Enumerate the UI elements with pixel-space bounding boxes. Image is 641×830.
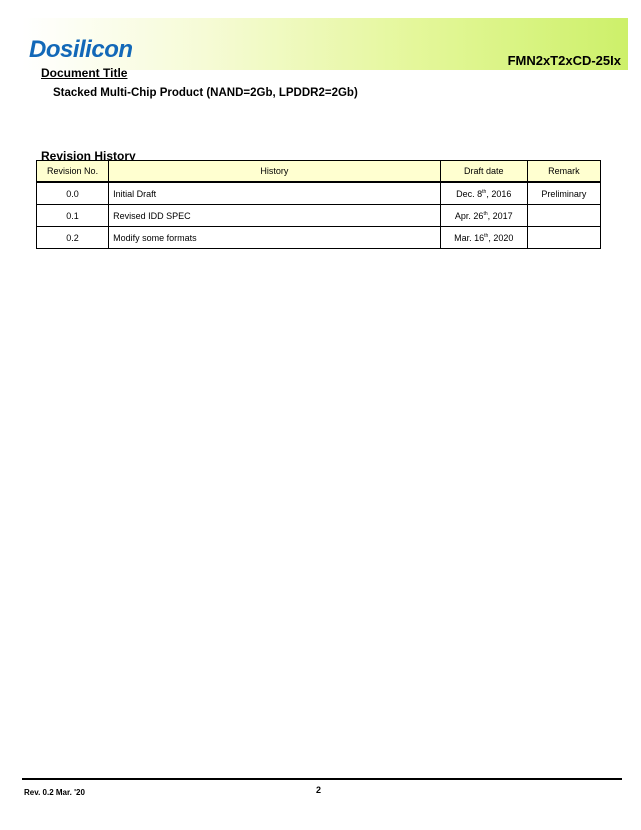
draft-date-cell: Dec. 8th, 2016 (440, 182, 527, 205)
column-header-history: History (109, 161, 441, 183)
column-header-revision: Revision No. (37, 161, 109, 183)
footer-revision: Rev. 0.2 Mar. '20 (24, 788, 85, 797)
table-row (37, 227, 601, 249)
revision-cell: 0.2 (37, 227, 109, 249)
history-cell: Modify some formats (109, 227, 441, 249)
document-title-value: Stacked Multi-Chip Product (NAND=2Gb, LPDDR2=2Gb) (53, 87, 358, 99)
table-row (37, 182, 601, 205)
revision-history-table (36, 160, 601, 249)
remark-cell: Preliminary (527, 182, 600, 205)
remark-cell (527, 227, 600, 249)
table-header-row (37, 161, 601, 183)
table-row (37, 205, 601, 227)
footer-divider (22, 778, 622, 780)
draft-date-cell: Mar. 16th, 2020 (440, 227, 527, 249)
company-logo: Dosilicon (29, 36, 133, 63)
history-cell: Revised IDD SPEC (109, 205, 441, 227)
document-title-heading: Document Title (41, 66, 128, 80)
revision-cell: 0.1 (37, 205, 109, 227)
column-header-draft-date: Draft date (440, 161, 527, 183)
revision-cell: 0.0 (37, 182, 109, 205)
document-code: FMN2xT2xCD-25Ix (507, 53, 621, 68)
page-number: 2 (316, 785, 322, 795)
history-cell: Initial Draft (109, 182, 441, 205)
draft-date-cell: Apr. 26th, 2017 (440, 205, 527, 227)
remark-cell (527, 205, 600, 227)
column-header-remark: Remark (527, 161, 600, 183)
revision-history-heading: Revision History (41, 149, 136, 163)
